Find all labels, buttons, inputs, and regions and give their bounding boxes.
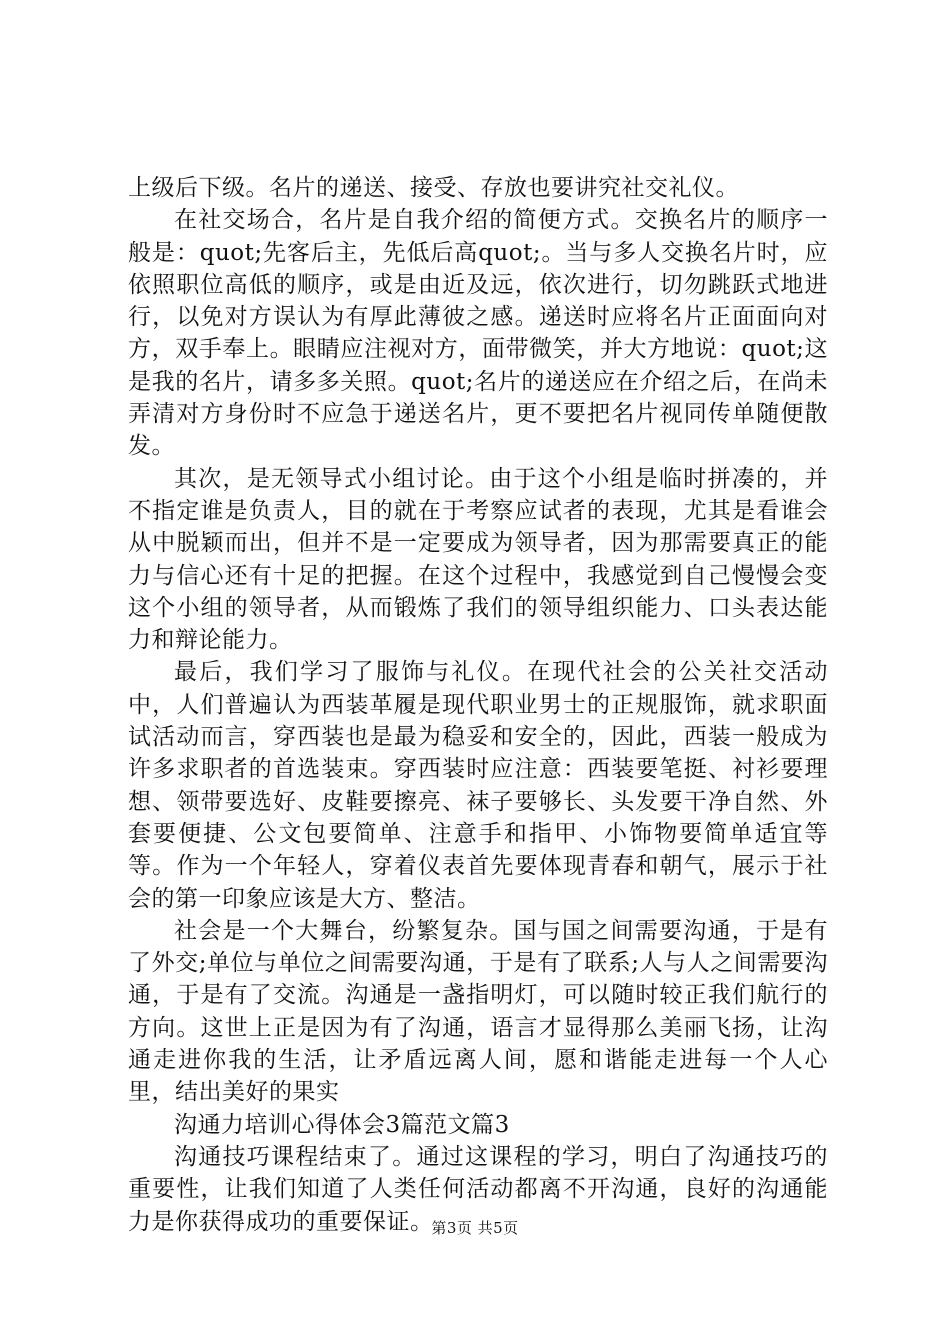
paragraph-attire-etiquette: 最后，我们学习了服饰与礼仪。在现代社会的公关社交活动中，人们普遍认为西装革履是现代职业男士的正规服饰，就求职面试活动而言，穿西装也是最为稳妥和安全的，因此，西装一般成为许多求职者的首选装束。穿西装时应注意：西装要笔挺、衬衫要理想、领带要选好、皮鞋要擦亮、袜子要够长、头发要干净自然、外套要便捷、公文包要简单、注意手和指甲、小饰物要简单适宜等等。作为一个年轻人，穿着仪表首先要体现青春和朝气，展示于社会的第一印象应该是大方、整洁。 — [128, 659, 828, 912]
page-number-footer: 第3页 共5页 — [431, 1219, 519, 1237]
paragraph-group-discussion: 其次，是无领导式小组讨论。由于这个小组是临时拼凑的，并不指定谁是负责人，目的就在于考察应试者的表现，尤其是看谁会从中脱颖而出，但并不是一定要成为领导者，因为那需要真正的能力与信心还有十足的把握。在这个过程中，我感觉到自己慢慢会变这个小组的领导者，从而锻炼了我们的领导组织能力、口头表达能力和辩论能力。 — [128, 465, 828, 654]
paragraph-continuation: 上级后下级。名片的递送、接受、存放也要讲究社交礼仪。 — [128, 175, 739, 201]
paragraph-society-communication: 社会是一个大舞台，纷繁复杂。国与国之间需要沟通，于是有了外交;单位与单位之间需要沟通，于是有了联系;人与人之间需要沟通，于是有了交流。沟通是一盏指明灯，可以随时较正我们航行的方向。这世上正是因为有了沟通，语言才显得那么美丽飞扬，让沟通走进你我的生活，让矛盾远离人间，愿和谐能走进每一个人心里，结出美好的果实 — [128, 917, 828, 1106]
paragraph-business-cards: 在社交场合，名片是自我介绍的简便方式。交换名片的顺序一般是：quot;先客后主，先低后高quot;。当与多人交换名片时，应依照职位高低的顺序，或是由近及远，依次进行，切勿跳跃式地进行，以免对方误认为有厚此薄彼之感。递送时应将名片正面面向对方，双手奉上。眼睛应注视对方，面带微笑，并大方地说：quot;这是我的名片，请多多关照。quot;名片的递送应在介绍之后，在尚未弄清对方身份时不应急于递送名片，更不要把名片视同传单随便散发。 — [128, 207, 828, 460]
paragraph-course-summary: 沟通技巧课程结束了。通过这课程的学习，明白了沟通技巧的重要性，让我们知道了人类任何活动都离不开沟通，良好的沟通能力是你获得成功的重要保证。 — [128, 1143, 828, 1235]
section-heading: 沟通力培训心得体会3篇范文篇3 — [174, 1111, 510, 1138]
document-body — [128, 172, 828, 1238]
